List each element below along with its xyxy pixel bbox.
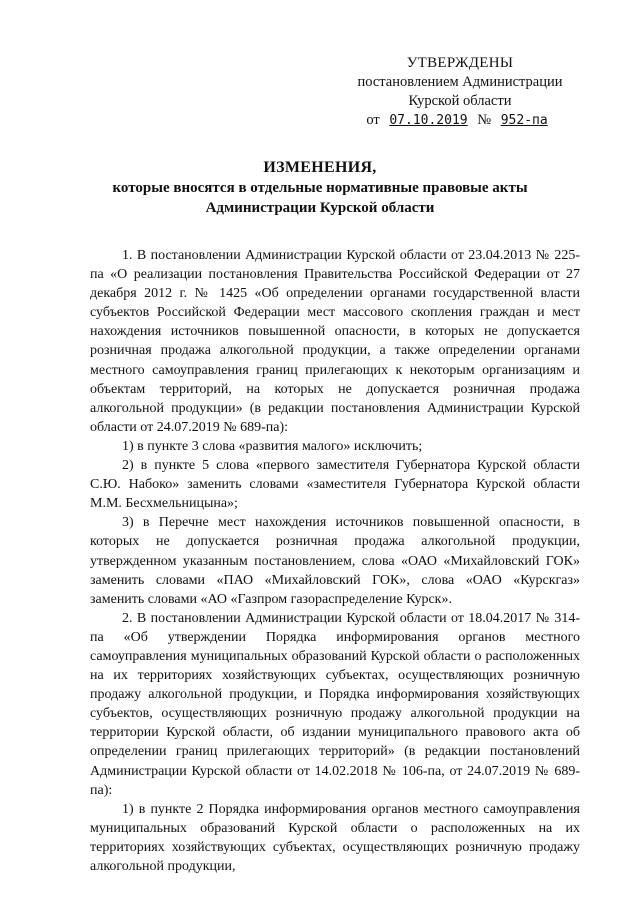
approval-line-1: постановлением Администрации — [357, 74, 563, 90]
approval-heading: УТВЕРЖДЕНЫ — [406, 55, 514, 71]
document-body — [90, 246, 580, 876]
approval-stamp — [340, 54, 580, 130]
document-title — [90, 158, 550, 218]
date-prefix: от — [366, 112, 380, 128]
date-value: 07.10.2019 — [389, 113, 468, 128]
title-line-3: Администрации Курской области — [205, 200, 435, 216]
paragraph-1-item-2: 2) в пункте 5 слова «первого заместителя Губернатора Курской области С.Ю. Набоко» заменить словами «заместителя Губернатора Курской области М.М. Бесхмельницына»; — [90, 458, 580, 512]
number-prefix: № — [477, 112, 492, 128]
title-main: ИЗМЕНЕНИЯ, — [263, 159, 377, 176]
paragraph-2: 2. В постановлении Администрации Курской области от 18.04.2017 № 314-па «Об утверждении Порядка информирования органов местного самоуправления муниципальных образований Курской области о расположенных на их территориях хозяйствующих субъектах, осуществляющих розничную продажу алкогольной продукции, и Порядка информирования хозяйствующих субъектов, осуществляющих розничную продажу алкогольной продукции на территории Курской области, об издании муниципального правового акта об определении границ прилегающих территорий» (в редакции постановлений Администрации Курской области от 14.02.2018 № 106-па, от 24.07.2019 № 689-па): — [90, 610, 580, 798]
title-line-2: которые вносятся в отдельные нормативные правовые акты — [112, 180, 528, 196]
paragraph-1: 1. В постановлении Администрации Курской области от 23.04.2013 № 225-па «О реализации постановления Правительства Российской Федерации от 27 декабря 2012 г. № 1425 «Об определении органами государственной власти субъектов Российской Федерации мест массового скопления граждан и мест нахождения источников повышенной опасности, в которых не допускается розничная продажа алкогольной продукции, а также определении органами местного самоуправления границ прилегающих к некоторым организациям и объектам территорий, на которых не допускается розничная продажа алкогольной продукции» (в редакции постановления Администрации Курской области от 24.07.2019 № 689-па): — [90, 248, 580, 435]
approval-date-number — [340, 111, 580, 130]
paragraph-1-item-3: 3) в Перечне мест нахождения источников повышенной опасности, в которых не допускается розничная продажа алкогольной продукции, утвержденном указанным постановлением, слова «ОАО «Михайловский ГОК» заменить словами «ПАО «Михайловский ГОК», слова «ОАО «Курскгаз» заменить словами «АО «Газпром газораспределение Курск». — [90, 515, 580, 607]
paragraph-2-item-1: 1) в пункте 2 Порядка информирования органов местного самоуправления муниципальных образований Курской области о расположенных на их территориях хозяйствующих субъектах, осуществляющих розничную продажу алкогольной продукции, — [90, 801, 580, 874]
paragraph-1-item-1: 1) в пункте 3 слова «развития малого» исключить; — [122, 438, 423, 454]
approval-line-2: Курской области — [408, 93, 512, 109]
number-value: 952-па — [500, 113, 548, 128]
